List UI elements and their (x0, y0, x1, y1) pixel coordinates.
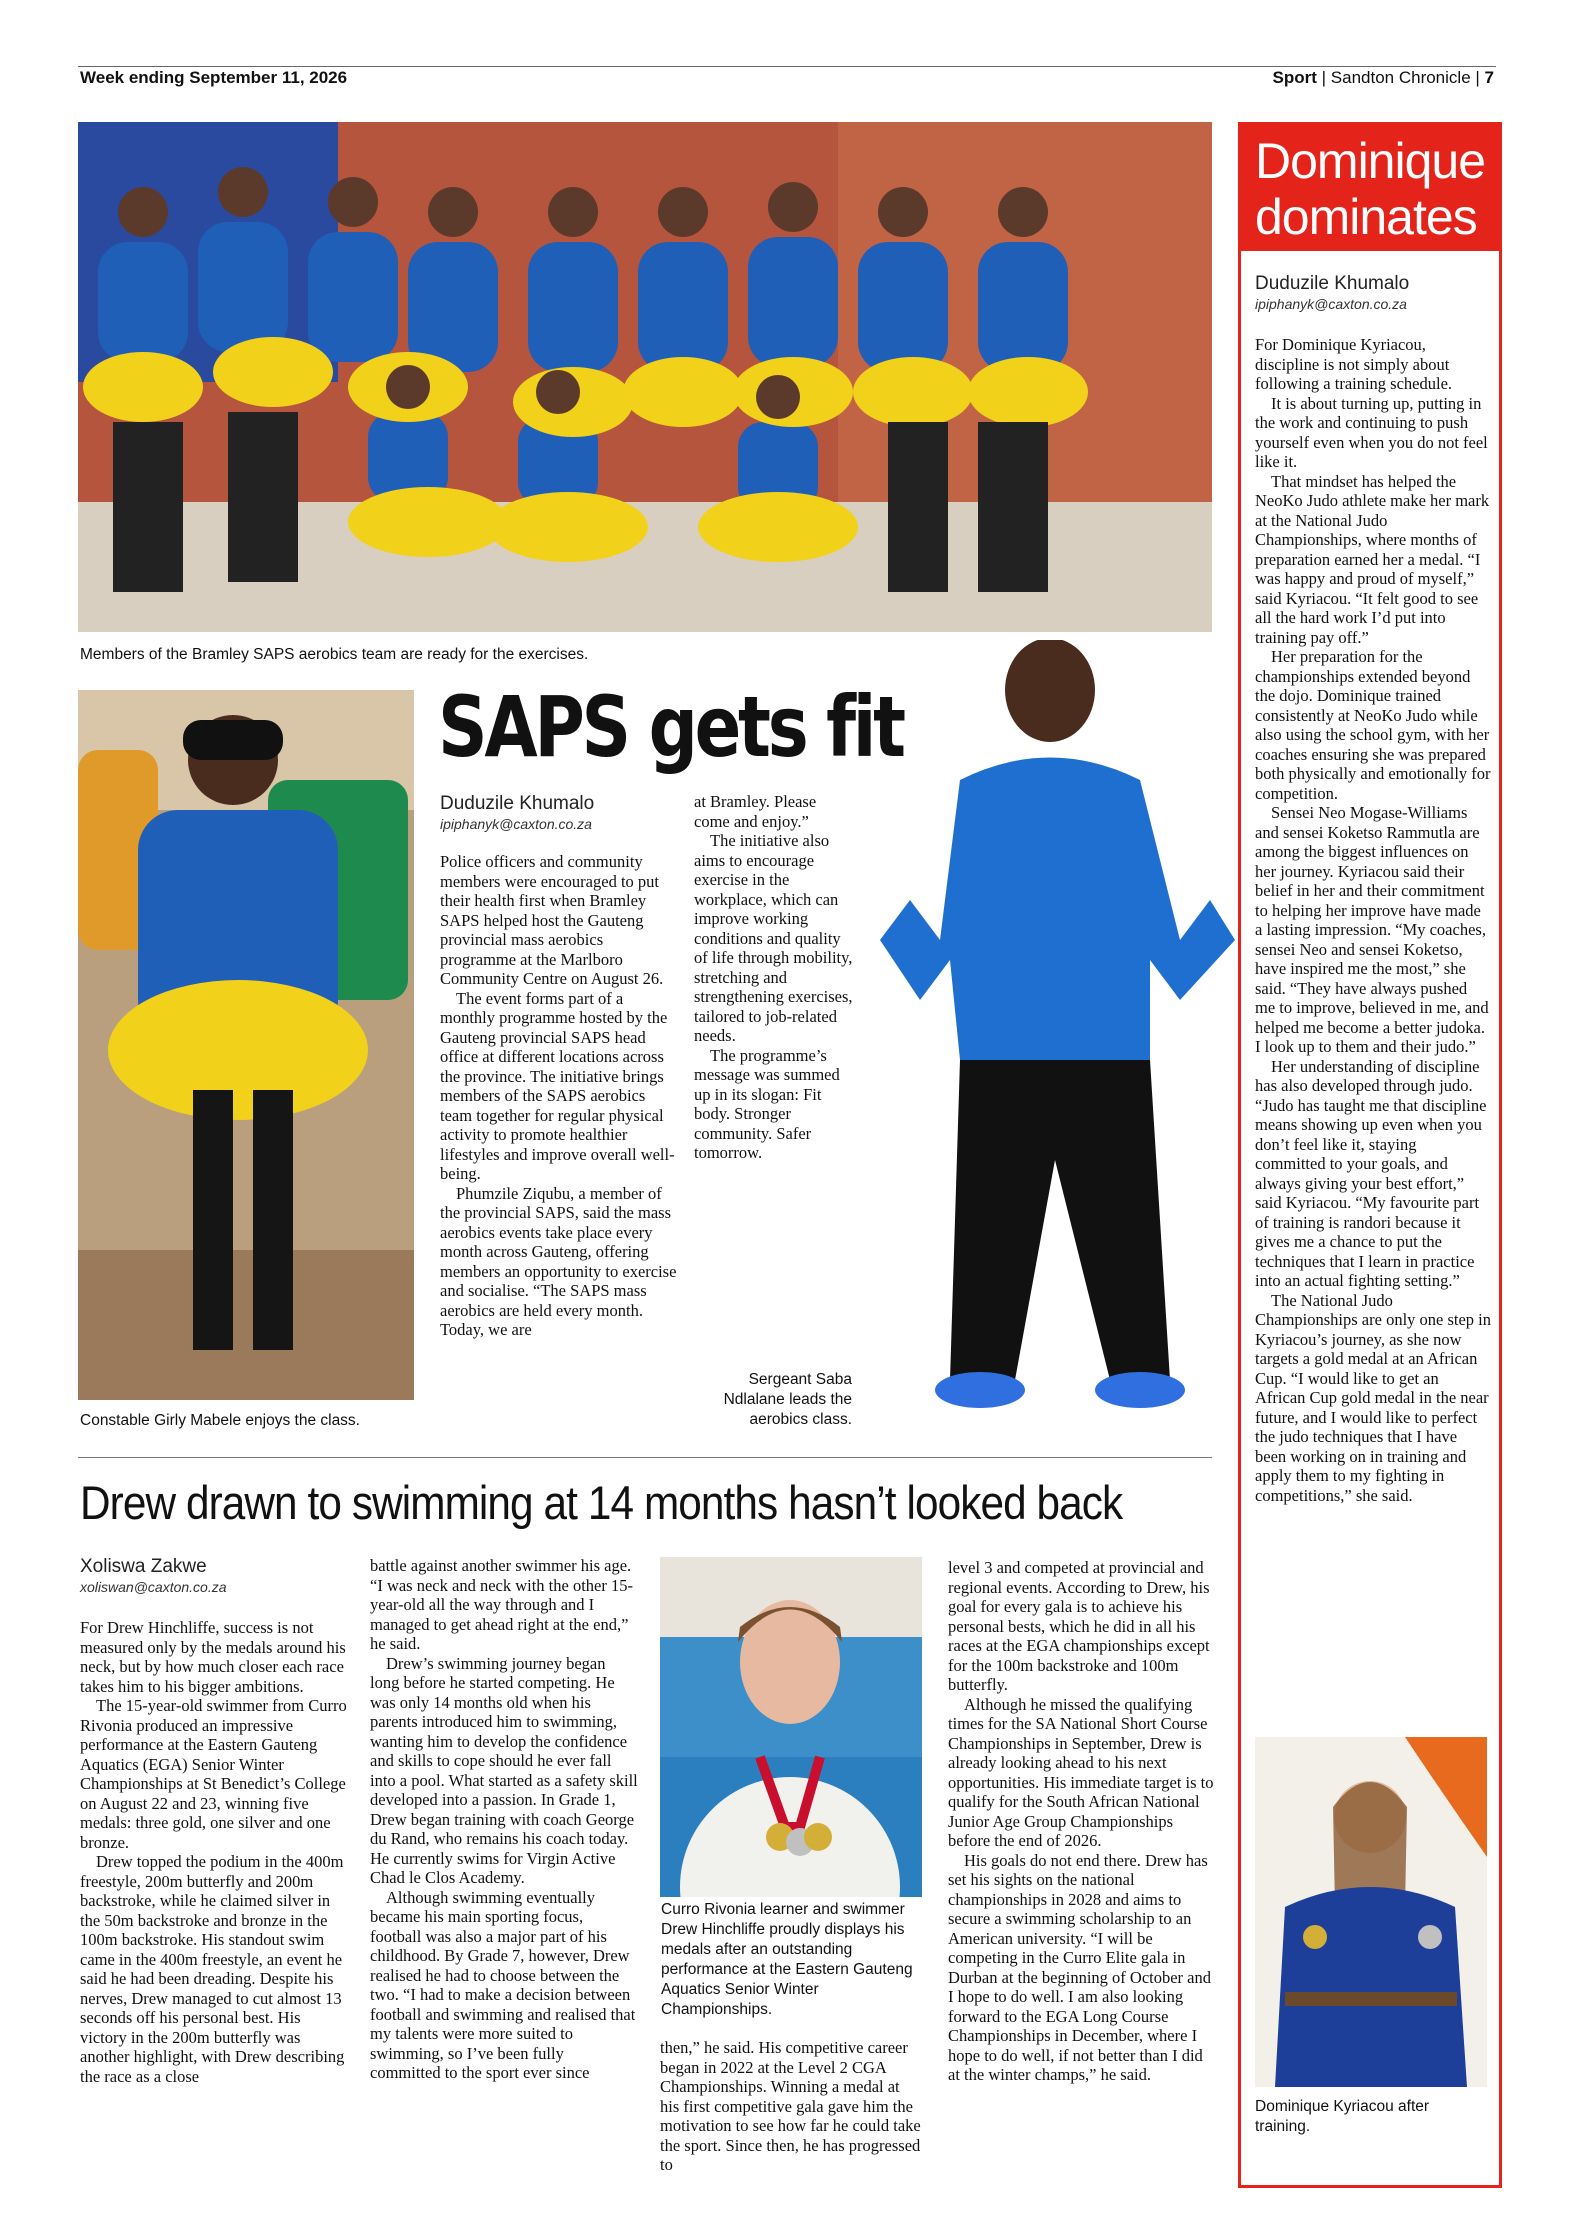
drew-column-4 (948, 1558, 1216, 2085)
paragraph: Although swimming eventually became his main sporting focus, football was also a major part of his childhood. By Grade 7, however, Drew realised he had to choose between the two. “I had to make a decision between football and swimming and realised that my talents were more suited to swimming, so I’ve been fully committed to the sport ever since (370, 1887, 636, 2082)
team-photo (78, 122, 1212, 632)
paragraph: The programme’s message was summed up in its slogan: Fit body. Stronger community. Safer tomorrow. (694, 1045, 840, 1162)
paragraph: Her understanding of discipline has also developed through judo. “Judo has taught me that discipline means showing up even when you don’t feel like it, staying committed to your goals, and always giving your best effort,” said Kyriacou. “My favourite part of training is randori because it gives me a chance to put the techniques that I learn in practice into an actual fighting setting.” (1255, 1056, 1487, 1290)
sergeant-photo-caption: Sergeant Saba Ndlalane leads the aerobics class. (723, 1371, 852, 1428)
paragraph: It is about turning up, putting in the work and continuing to push yourself even when you do not feel like it. (1255, 393, 1488, 471)
paragraph: That mindset has helped the NeoKo Judo athlete make her mark at the National Judo Championships, where months of preparation earned her a medal. “I was happy and proud of myself,” said Kyriacou. “It felt good to see all the hard work I’d put into training pay off.” (1255, 471, 1490, 647)
story-divider (78, 1457, 1212, 1458)
drew-column-1 (80, 1618, 348, 2086)
saps-author: Duduzile Khumalo (440, 793, 595, 814)
drew-column-2 (370, 1556, 638, 2083)
dominique-author-email: ipiphanyk@caxton.co.za (1255, 296, 1407, 312)
paragraph: Drew’s swimming journey began long before he started competing. He was only 14 months old when his parents introduced him to swimming, wanting him to develop the confidence and skills to cope should he ever fall into a pool. What started as a safety skill developed into a passion. In Grade 1, Drew began training with coach George du Rand, who remains his coach today. He currently swims for Virgin Active Chad le Clos Academy. (370, 1653, 638, 1887)
drew-author: Xoliswa Zakwe (80, 1556, 207, 1577)
paragraph: then,” he said. His competitive career began in 2022 at the Level 2 CGA Championships. Winning a medal at his first competitive gala gave him the motivation to see how far he could take the sport. Since then, he has progressed to (660, 2038, 921, 2174)
sergeant-photo (850, 640, 1240, 1420)
dominique-author: Duduzile Khumalo (1255, 273, 1410, 294)
dominique-byline (1255, 273, 1495, 312)
paragraph: Phumzile Ziqubu, a member of the provincial SAPS, said the mass aerobics events take place every month across Gauteng, offering members an opportunity to exercise and socialise. “The SAPS mass aerobics are held every month. Today, we are (440, 1183, 677, 1339)
paragraph: level 3 and competed at provincial and regional events. According to Drew, his goal for every gala is to achieve his personal bests, which he did in all his races at the EGA championships except for the 100m backstroke and 100m butterfly. (948, 1558, 1210, 1694)
dominique-body (1255, 335, 1491, 1505)
dominique-photo-caption: Dominique Kyriacou after training. (1255, 2098, 1430, 2135)
dominique-photo (1255, 1737, 1487, 2087)
section-name: Sport (1272, 68, 1317, 87)
saps-byline (440, 793, 690, 832)
paragraph: The National Judo Championships are only one step in Kyriacou’s journey, as she now targets a gold medal at an African Cup. “I would like to get an African Cup gold medal in the near future, and I would like to perfect the judo techniques that I have been working on in training and apply them to my fighting in competitions,” she said. (1255, 1290, 1492, 1505)
team-photo-caption: Members of the Bramley SAPS aerobics team are ready for the exercises. (80, 646, 589, 663)
dominique-sidebar (1238, 122, 1502, 2188)
constable-photo (78, 690, 414, 1400)
paragraph: battle against another swimmer his age. “I was neck and neck with the other 15-year-old all the way through and I managed to get ahead right at the end,” he said. (370, 1556, 633, 1653)
publication-name: Sandton Chronicle (1330, 68, 1471, 87)
constable-photo-caption: Constable Girly Mabele enjoys the class. (80, 1412, 360, 1429)
drew-column-3 (660, 2038, 922, 2175)
page-number: 7 (1484, 68, 1494, 87)
paragraph: Drew topped the podium in the 400m freestyle, 200m butterfly and 200m backstroke, while he claimed silver in the 50m backstroke and bronze in the 100m backstroke. His standout swim came in the 400m freestyle, an event he said he had been dreading. Despite his nerves, Drew managed to cut almost 13 seconds off his personal best. His victory in the 200m butterfly was another highlight, with Drew describing the race as a close (80, 1852, 345, 2086)
paragraph: Sensei Neo Mogase-Williams and sensei Koketso Rammutla are among the biggest influences on her journey. Kyriacou said their belief in her and their commitment to helping her improve have made a lasting impression. “My coaches, sensei Neo and sensei Koketso, have inspired me the most,” she said. “They have always pushed me to improve, believed in me, and helped me become a better judoka. I look up to them and their judo.” (1255, 803, 1489, 1056)
paragraph: Police officers and community members were encouraged to put their health first when Bramley SAPS helped host the Gauteng provincial mass aerobics programme at the Marlboro Community Centre on August 26. (440, 852, 664, 988)
saps-author-email: ipiphanyk@caxton.co.za (440, 816, 592, 832)
drew-author-email: xoliswan@caxton.co.za (80, 1579, 227, 1595)
drew-byline (80, 1556, 340, 1595)
paragraph: The initiative also aims to encourage exercise in the workplace, which can improve working conditions and quality of life through mobility, stretching and strengthening exercises, tailored to job-related needs. (694, 831, 853, 1045)
page-folio: Sport | Sandton Chronicle | 7 (1272, 68, 1494, 87)
saps-column-1 (440, 852, 680, 1340)
paragraph: For Dominique Kyriacou, discipline is not simply about following a training schedule. (1255, 335, 1453, 393)
drew-headline: Drew drawn to swimming at 14 months hasn’t looked back (80, 1476, 1123, 1529)
dominique-headline: Dominique dominates (1241, 125, 1499, 251)
paragraph: The event forms part of a monthly programme hosted by the Gauteng provincial SAPS head office at different locations across the province. The initiative brings members of the SAPS aerobics team together for regular physical activity to promote healthier lifestyles and improve overall well-being. (440, 988, 675, 1183)
paragraph: at Bramley. Please come and enjoy.” (694, 792, 817, 831)
drew-photo-caption: Curro Rivonia learner and swimmer Drew Hinchliffe proudly displays his medals after an outstanding performance at the Eastern Gauteng Aquatics Senior Winter Championships. (661, 1901, 913, 2018)
paragraph: Although he missed the qualifying times for the SA National Short Course Championships in September, Drew is already looking ahead to his next opportunities. His immediate target is to qualify for the South African National Junior Age Group Championships before the end of 2026. (948, 1694, 1214, 1850)
paragraph: His goals do not end there. Drew has set his sights on the national championships in 2028 and aims to secure a swimming scholarship to an American university. “I will be competing in the Curro Elite gala in Durban at the beginning of October and I hope to do well. I am also looking forward to the EGA Long Course Championships in December, where I hope to do well, if not better than I did at the winter champs,” he said. (948, 1850, 1212, 2084)
paragraph: Her preparation for the championships extended beyond the dojo. Dominique trained consistently at NeoKo Judo while also using the school gym, with her coaches ensuring she was prepared both physically and emotionally for competition. (1255, 647, 1491, 803)
paragraph: For Drew Hinchliffe, success is not measured only by the medals around his neck, but by how much closer each race takes him to his bigger ambitions. (80, 1618, 346, 1696)
drew-photo (660, 1557, 922, 1897)
paragraph: The 15-year-old swimmer from Curro Rivonia produced an impressive performance at the Eastern Gauteng Aquatics (EGA) Senior Winter Championships at St Benedict’s College on August 22 and 23, winning five medals: three gold, one silver and one bronze. (80, 1696, 347, 1852)
saps-column-2 (694, 792, 856, 1163)
issue-date: Week ending September 11, 2026 (80, 68, 348, 87)
header-rule (78, 66, 1496, 67)
saps-headline: SAPS gets fit (438, 678, 903, 776)
